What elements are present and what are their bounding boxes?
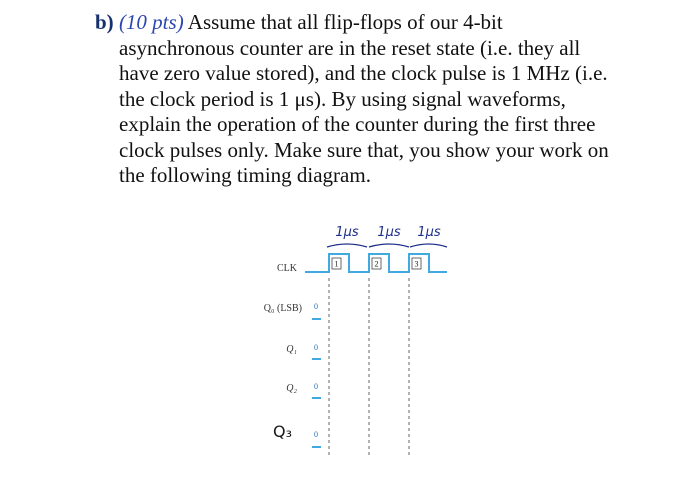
q2-initial-value: 0 <box>314 382 318 391</box>
q0-initial <box>312 302 321 319</box>
pulse-number-3 <box>412 258 421 269</box>
question-line-1: asynchronous counter are in the reset state (i.e. they all <box>119 35 581 60</box>
points-label: (10 pts) <box>118 10 184 34</box>
period-brace-1 <box>327 244 367 247</box>
question-line-0: Assume that all flip-flops of our 4-bit <box>187 10 503 34</box>
q0-initial-value: 0 <box>314 302 318 311</box>
question-line-4: explain the operation of the counter during the first three <box>119 112 596 136</box>
edge-guides <box>329 278 409 456</box>
question-line-5: clock pulses only. Make sure that, you show your work on <box>119 137 609 162</box>
period-annotations <box>327 225 447 247</box>
pulse-number-3-text: 3 <box>414 259 419 269</box>
q1-initial-value: 0 <box>314 343 318 352</box>
period-annotation-1: 1μs <box>335 225 359 240</box>
q1-label: Q₁ <box>286 344 297 355</box>
clk-label: CLK <box>277 263 297 274</box>
q3-initial-value: 0 <box>314 430 318 439</box>
question-line-6: the following timing diagram. <box>119 163 371 187</box>
q3-initial <box>312 430 321 447</box>
period-annotation-2: 1μs <box>377 225 401 240</box>
question-line-3: the clock period is 1 μs). By using signal waveforms, <box>119 86 566 111</box>
period-brace-2 <box>369 244 409 247</box>
pulse-number-1-text: 1 <box>334 259 339 269</box>
period-annotation-3: 1μs <box>417 225 441 240</box>
q3-label: Q₃ <box>272 422 292 441</box>
q0-label: Q₀ (LSB) <box>263 303 302 314</box>
pulse-number-2-text: 2 <box>374 259 379 269</box>
period-brace-3 <box>410 244 447 247</box>
pulse-number-2 <box>372 258 381 269</box>
q2-label: Q₂ <box>286 383 297 394</box>
q2-initial <box>312 382 321 398</box>
pulse-number-1 <box>332 258 341 269</box>
q1-initial <box>312 343 321 359</box>
part-label: b) <box>95 10 114 34</box>
question-line-2: have zero value stored), and the clock pulse is 1 MHz (i.e. <box>119 61 608 85</box>
